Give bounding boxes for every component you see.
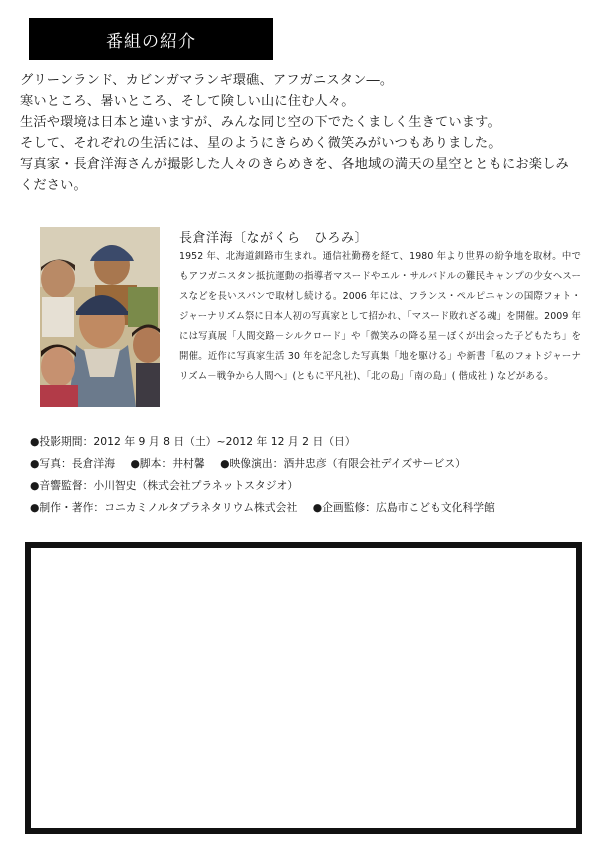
script-credit: ●脚本：井村馨 — [130, 457, 205, 470]
supervision-credit: ●企画監修：広島市こども文化科学館 — [312, 501, 495, 514]
intro-line: グリーンランド、カビンガマランギ環礁、アフガニスタン―。 — [20, 73, 394, 88]
sound-credit: ●音響監督：小川智史（株式会社プラネットスタジオ） — [30, 479, 299, 492]
section-header — [29, 18, 273, 60]
photographer-name: 長倉洋海〔ながくら ひろみ〕 — [179, 231, 369, 246]
intro-line: 写真家・長倉洋海さんが撮影した人々のきらめきを、各地域の満天の星空とともにお楽しみください。 — [20, 157, 569, 193]
intro-text — [20, 70, 580, 196]
credit-row — [30, 497, 580, 519]
section-title: 番組の紹介 — [106, 32, 196, 52]
empty-frame-box — [25, 542, 582, 834]
credit-row — [30, 453, 580, 475]
credit-row — [30, 431, 580, 453]
photo-credit: ●写真：長倉洋海 — [30, 457, 115, 470]
intro-line: そして、それぞれの生活には、星のようにきらめく微笑みがいつもありました。 — [20, 136, 502, 151]
intro-line: 生活や環境は日本と違いますが、みんな同じ空の下でたくましく生きています。 — [20, 115, 501, 130]
credits-block — [30, 431, 580, 519]
group-photo-image — [40, 227, 160, 407]
photographer-bio: 1952 年、北海道釧路市生まれ。通信社勤務を経て、1980 年より世界の紛争地を取材。中でもアフガニスタン抵抗運動の指導者マスードやエル・サルバドルの難民キャンプの少女ヘスースなどを長いスパンで取材し続ける。2006 年には、フランス・ペルピニャンの国際フォト・ジャーナリズム祭に日本人初の写真家として招かれ、「マスード敗れざる魂」を開催。2009 年には写真展「人間交路－シルクロード」や「微笑みの降る星－ぼくが出会った子どもたち」を開催。近作に写真家生活 30 年を記念した写真集「地を駆ける」や新書「私のフォトジャーナリズム－戦争から人間へ」(ともに平凡社)、「北の島」「南の島」( 偕成社 ) などがある。 — [179, 251, 581, 382]
screening-period: ●投影期間：2012 年 9 月 8 日（土）~2012 年 12 月 2 日（日） — [30, 435, 356, 448]
photographer-photo — [40, 227, 160, 407]
intro-line: 寒いところ、暑いところ、そして険しい山に住む人々。 — [20, 94, 355, 109]
credit-row — [30, 475, 580, 497]
video-credit: ●映像演出：酒井忠彦（有限会社デイズサービス） — [220, 457, 466, 470]
production-credit: ●制作・著作：コニカミノルタプラネタリウム株式会社 — [30, 501, 298, 514]
